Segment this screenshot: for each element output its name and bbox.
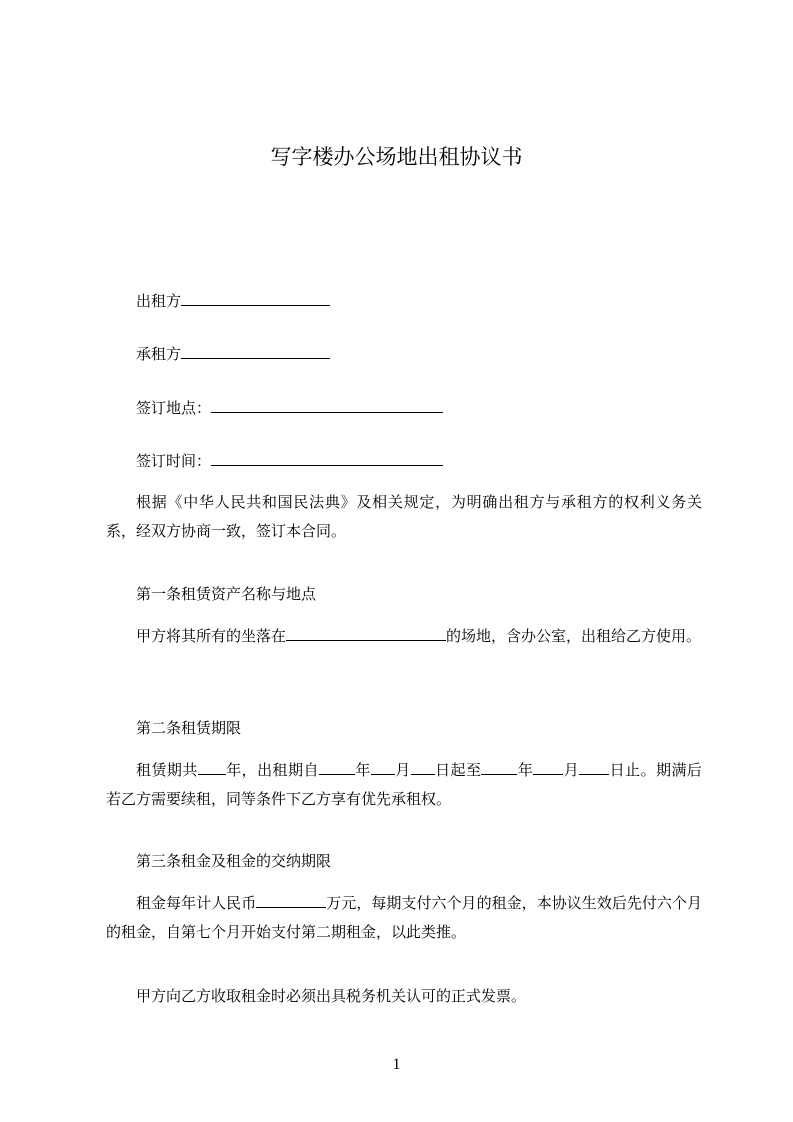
start-month-blank: [371, 760, 395, 775]
article-3-paragraph: [106, 889, 702, 947]
article-2-paragraph: [106, 756, 702, 814]
signing-place-blank: [211, 398, 443, 413]
document-title: 写字楼办公场地出租协议书: [270, 145, 523, 169]
end-day-blank: [579, 760, 609, 775]
lessor-label: 出租方: [136, 292, 182, 310]
article-1-paragraph: [106, 622, 702, 651]
rent-suffix: 万元，每期支付六个月的租金，本协议生效后先付六个月的租金，自第七个月开始支付第二期租金，以此类推。: [106, 894, 702, 941]
lease-years-blank: [198, 760, 226, 775]
lease-start-prefix: 年，出租期自: [225, 761, 319, 779]
page-number: 1: [392, 1056, 401, 1073]
rent-prefix: 租金每年计人民币: [136, 894, 257, 912]
lease-end-prefix: 日起至: [434, 761, 482, 779]
article-3-heading: 第三条租金及租金的交纳期限: [136, 852, 332, 870]
end-year-unit: 年: [517, 761, 534, 779]
article-1-text-before-blank: 甲方将其所有的坐落在: [136, 627, 287, 645]
location-blank: [286, 626, 446, 641]
lease-term-suffix: 日止。期满后若乙方需要续租，同等条件下乙方享有优先承租权。: [106, 761, 702, 808]
start-day-blank: [411, 760, 435, 775]
end-year-blank: [481, 760, 517, 775]
lease-term-prefix: 租赁期共: [136, 761, 198, 779]
invoice-clause: 甲方向乙方收取租金时必须出具税务机关认可的正式发票。: [136, 987, 527, 1005]
lessee-label: 承租方: [136, 345, 182, 363]
lessee-field: [136, 344, 330, 364]
signing-time-blank: [211, 451, 443, 466]
article-2-heading: 第二条租赁期限: [136, 719, 242, 737]
lessor-blank: [181, 291, 330, 306]
signing-place-field: [136, 398, 443, 418]
lessee-blank: [181, 344, 330, 359]
article-1-text-after-blank: 的场地，含办公室，出租给乙方使用。: [446, 627, 702, 645]
signing-time-label: 签订时间：: [136, 452, 212, 470]
lessor-field: [136, 291, 330, 311]
end-month-unit: 月: [563, 761, 580, 779]
start-month-unit: 月: [394, 761, 411, 779]
rent-amount-blank: [256, 893, 326, 908]
signing-place-label: 签订地点：: [136, 399, 212, 417]
end-month-blank: [533, 760, 563, 775]
signing-time-field: [136, 451, 443, 471]
start-year-blank: [319, 760, 355, 775]
intro-paragraph: 根据《中华人民共和国民法典》及相关规定，为明确出租方与承租方的权利义务关系，经双方协商一致，签订本合同。: [106, 493, 702, 540]
article-1-heading: 第一条租赁资产名称与地点: [136, 585, 317, 603]
start-year-unit: 年: [354, 761, 371, 779]
